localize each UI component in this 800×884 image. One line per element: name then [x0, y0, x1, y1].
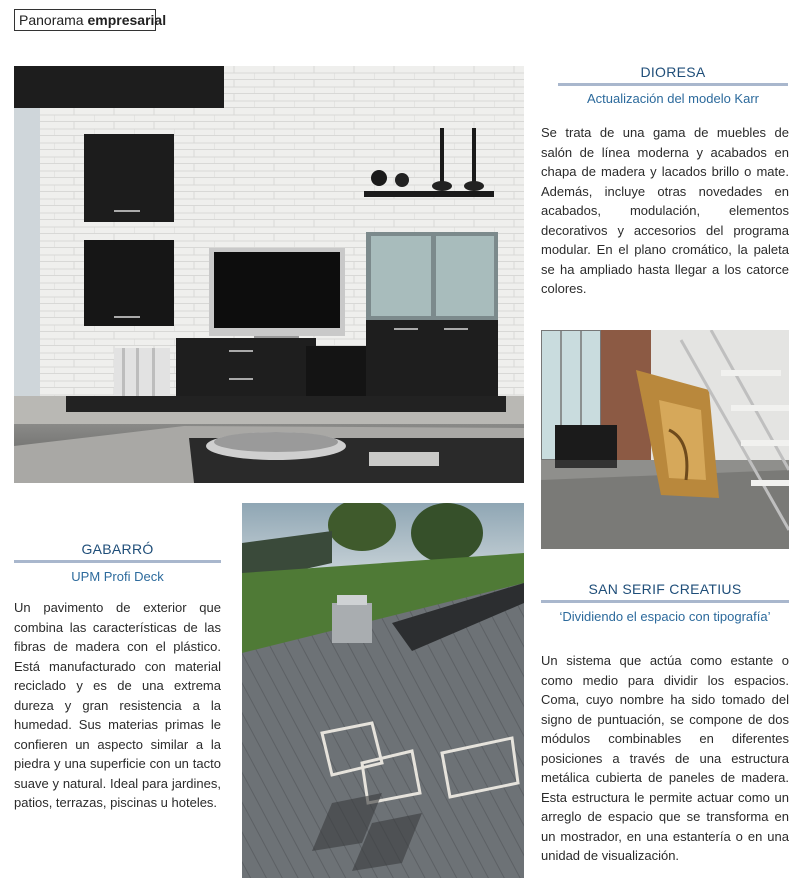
header-bold: empresarial	[87, 12, 167, 28]
section-header	[14, 9, 167, 31]
dioresa-body: Se trata de una gama de muebles de salón de línea moderna y acabados en chapa de madera y lacados brillo o mate. Además, incluye otras novedades en acabados, modulación, elementos decorativos y accesorios del programa modular. En el plano cromático, la paleta se ha ampliado hasta llegar a los catorce colores.	[541, 125, 789, 296]
header-prefix: Panorama	[19, 12, 84, 28]
room-divider-photo	[541, 330, 789, 549]
gabarro-title: GABARRÓ	[81, 541, 154, 557]
sanserif-subtitle: ‘Dividiendo el espacio con tipografía’	[559, 609, 771, 624]
sanserif-body: Un sistema que actúa como estante o como medio para dividir los espacios. Coma, cuyo nombre ha sido tomado del signo de puntuación, se compone de dos módulos combinables en diferentes posiciones a través de una estructura metálica cubierta de paneles de madera. Esta estructura le permite actuar como un arreglo de espacio que se transforma en un mostrador, en una estantería o en una unidad de visualización.	[541, 653, 789, 863]
gabarro-body: Un pavimento de exterior que combina las características de las fibras de madera con el plástico. Está manufacturado con material reciclado y es de una extrema dureza y gran resistencia a la humedad. Sus materias primas le confieren un aspecto similar a la piedra y una superficie con un tacto suave y natural. Ideal para jardines, patios, terrazas, piscinas u hoteles.	[14, 600, 221, 810]
dioresa-rule	[558, 83, 788, 86]
dioresa-subtitle: Actualización del modelo Karr	[587, 91, 759, 106]
sanserif-rule	[541, 600, 789, 603]
deck-photo	[242, 503, 524, 878]
sanserif-title: SAN SERIF CREATIUS	[588, 581, 742, 597]
gabarro-rule	[14, 560, 221, 563]
living-room-photo	[14, 66, 524, 483]
dioresa-title: DIORESA	[640, 64, 706, 80]
gabarro-subtitle: UPM Profi Deck	[71, 569, 164, 584]
